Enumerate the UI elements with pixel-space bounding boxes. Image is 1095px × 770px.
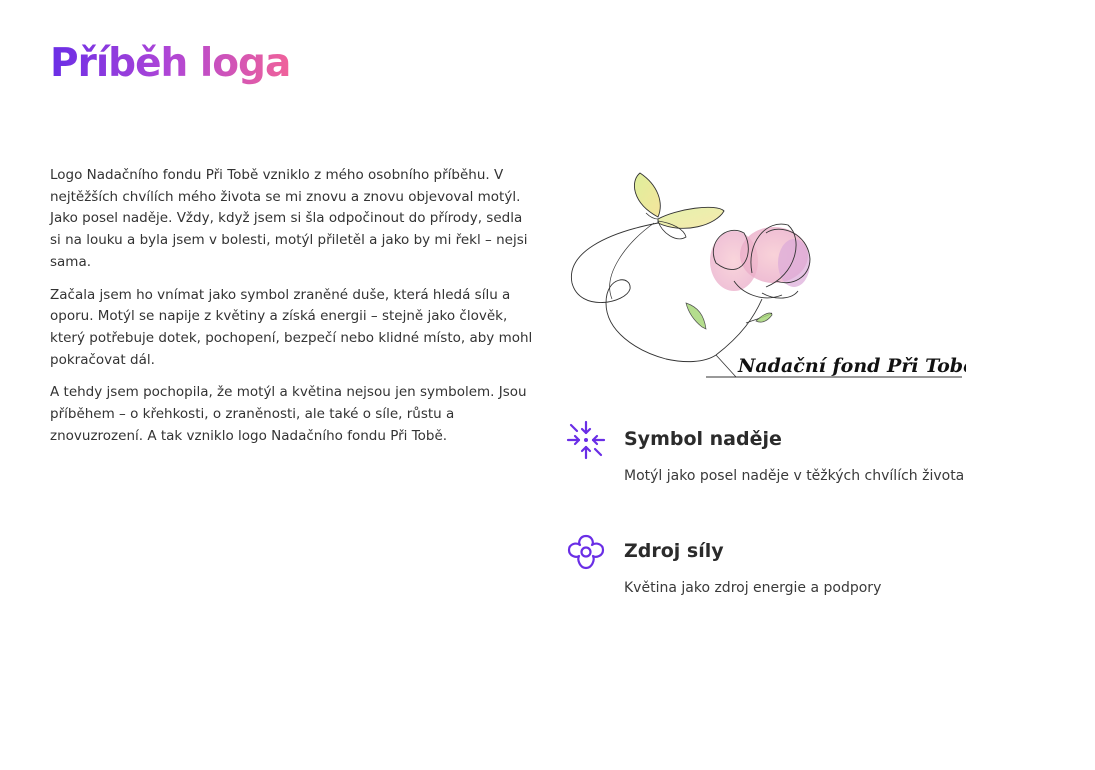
feature-symbol-of-hope (566, 420, 1006, 500)
sparkle-arrows-icon (566, 420, 606, 460)
feature-title: Symbol naděje (624, 428, 782, 450)
flower-icon (566, 532, 606, 572)
page-title: Příběh loga (50, 38, 290, 90)
feature-source-of-strength (566, 532, 1006, 612)
feature-description: Motýl jako posel naděje v těžkých chvílích života (624, 468, 965, 484)
feature-description: Květina jako zdroj energie a podpory (624, 580, 882, 596)
story-paragraph: Logo Nadačního fondu Při Tobě vzniklo z mého osobního příběhu. V nejtěžších chvílích mého života se mi znovu a znovu objevoval motýl. Jako posel naděje. Vždy, když jsem si šla odpočinout do přírody, sedla si na louku a byla jsem v bolesti, motýl přiletěl a jako by mi řekl – nejsi sama. (50, 167, 528, 270)
story-paragraph: A tehdy jsem pochopila, že motýl a květina nejsou jen symbolem. Jsou příběhem – o křehkosti, o zraněnosti, ale také o síle, růstu a znovuzrození. A tak vzniklo logo Nadačního fondu Při Tobě. (50, 384, 527, 444)
story-paragraph: Začala jsem ho vnímat jako symbol zraněné duše, která hledá sílu a oporu. Motýl se napije z květiny a získá energii – stejně jako člověk, který potřebuje dotek, pochopení, bezpečí nebo klidné místo, aby mohl pokračovat dál. (50, 286, 533, 368)
butterfly-flower-logo-icon (566, 163, 966, 383)
logo-caption: Nadační fond Při Tobě (738, 355, 966, 377)
foundation-logo (566, 163, 966, 383)
story-text (50, 165, 536, 458)
feature-title: Zdroj síly (624, 540, 724, 562)
